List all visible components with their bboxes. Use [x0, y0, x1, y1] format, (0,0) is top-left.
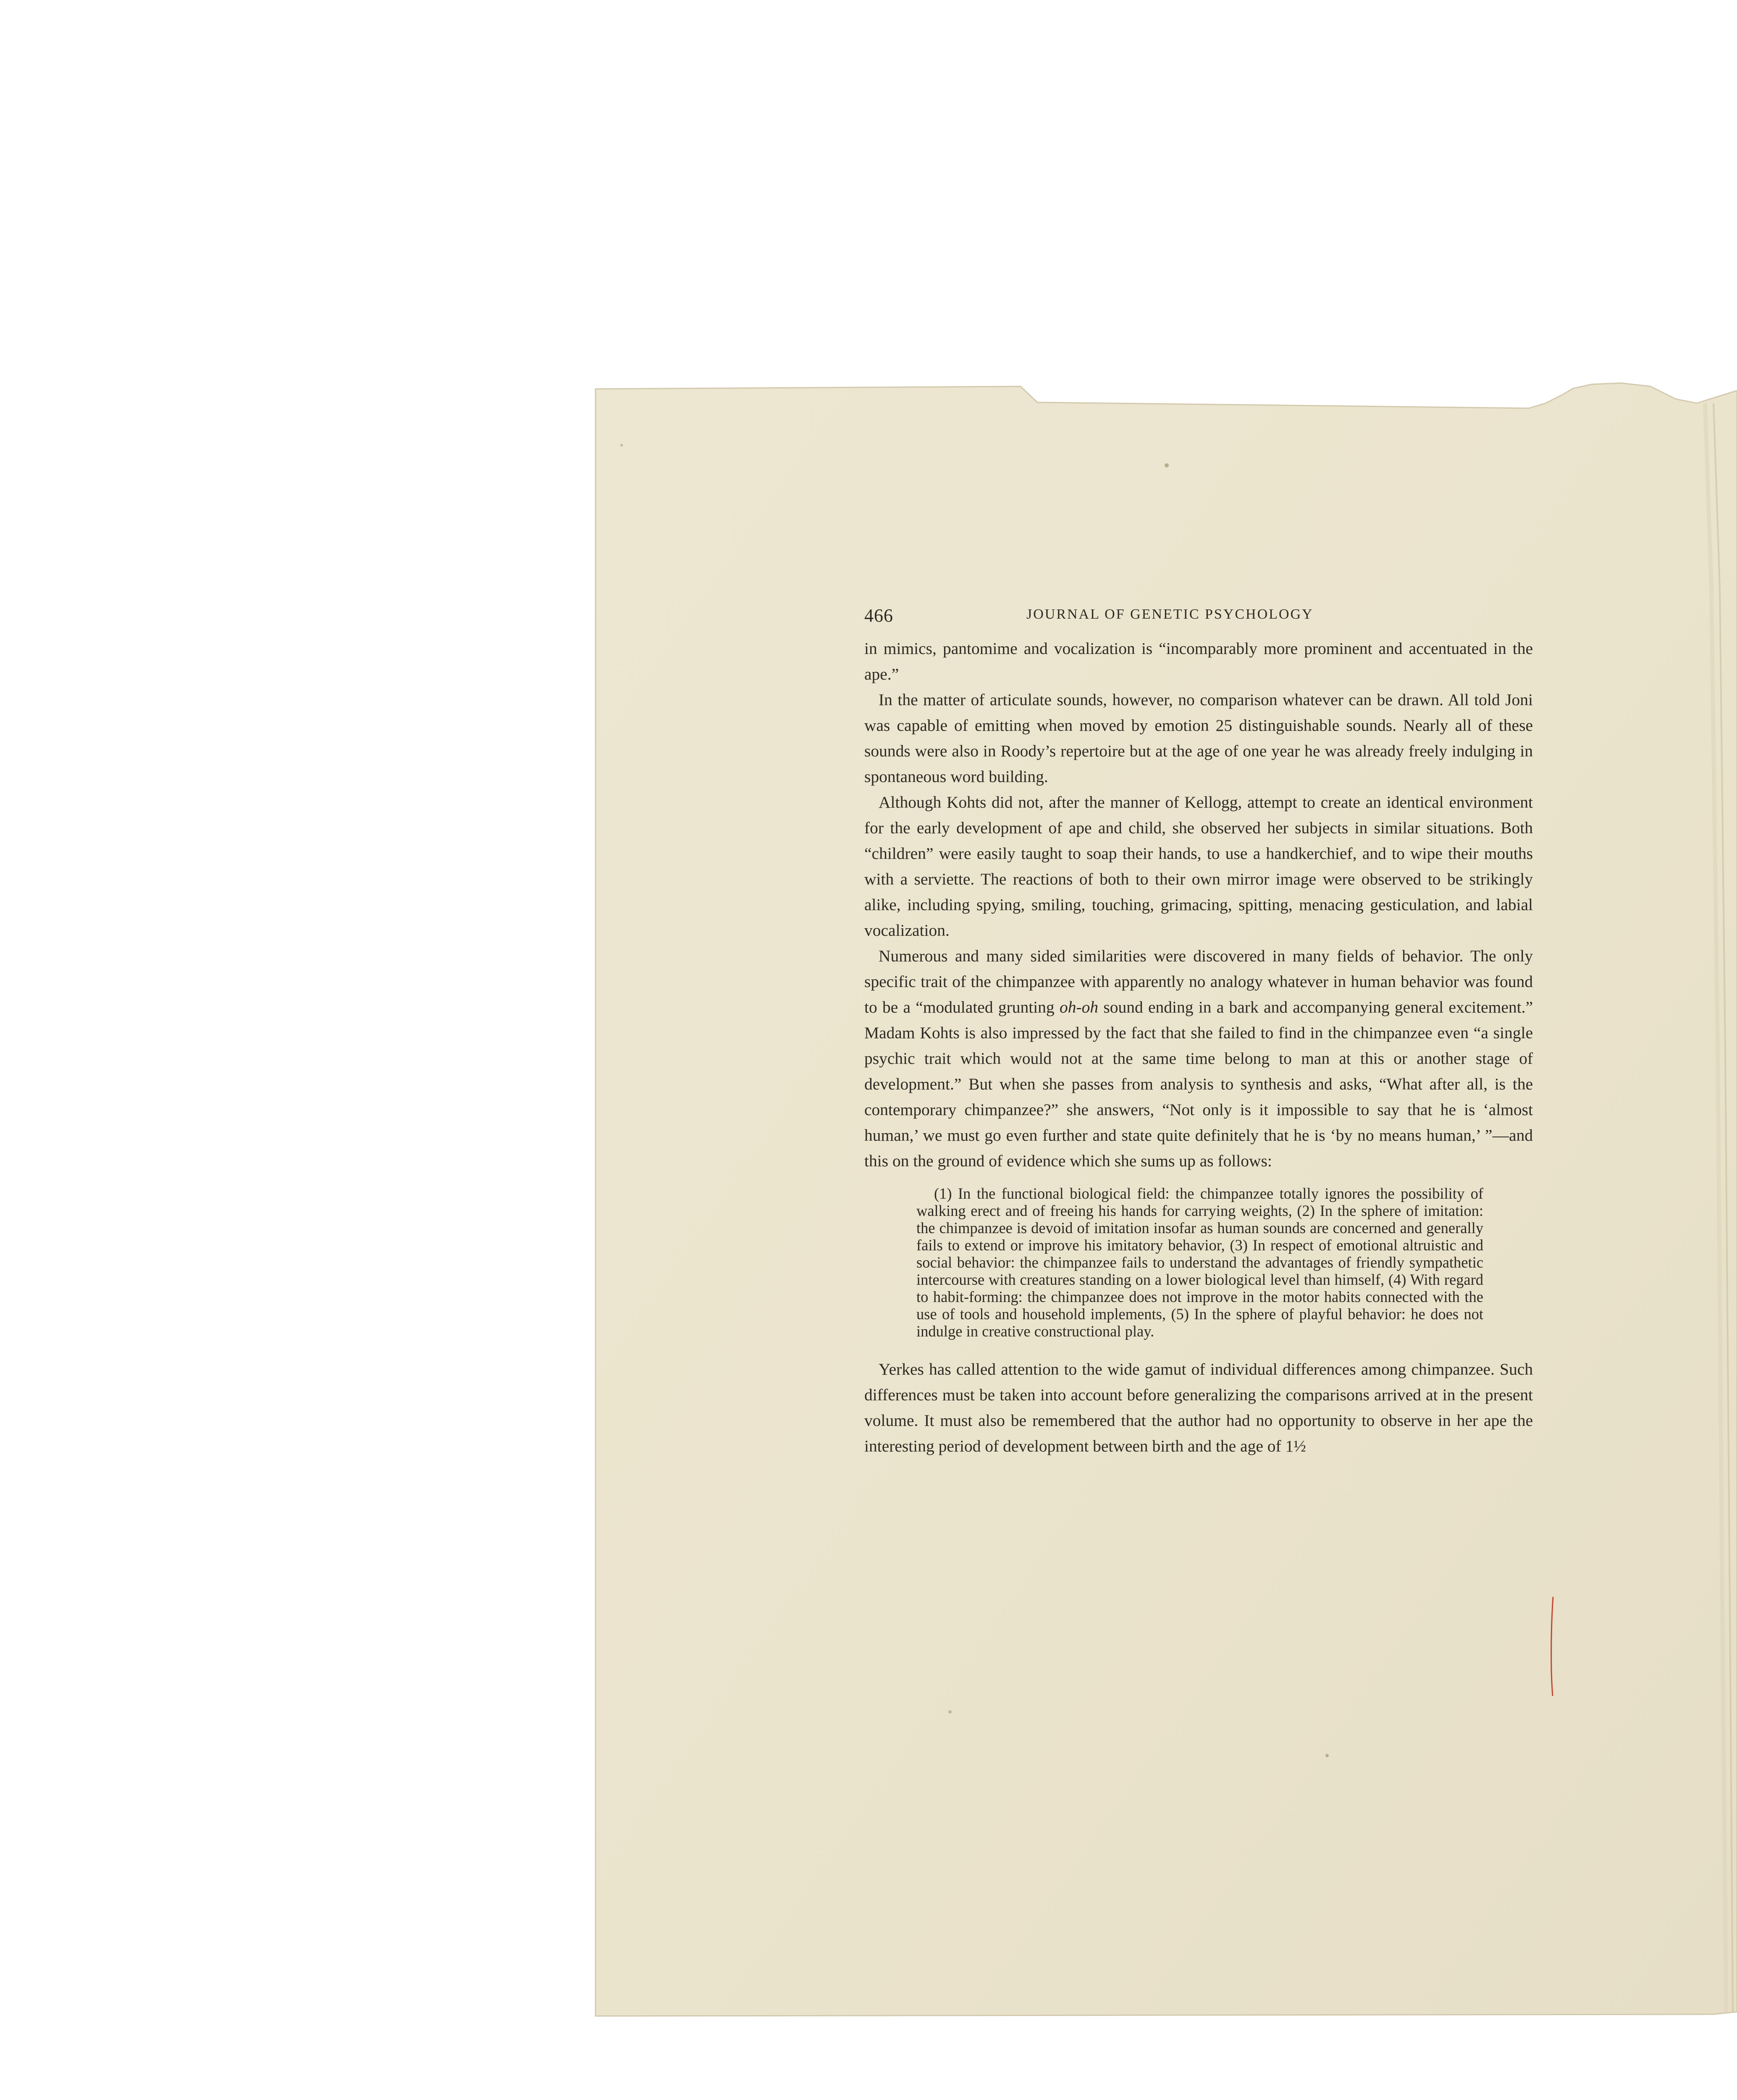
block-quote: (1) In the functional biological field: the chimpanzee totally ignores the possibility of walking erect and of freeing his hands for carrying weights, (2) In the sphere of imitation: the chimpanzee is devoid of imitation insofar as human sounds are concerned and generally fails to extend or improve his imitatory behavior, (3) In respect of emotional altruistic and social behavior: the chimpanzee fails to understand the advantages of friendly sympathetic intercourse with creatures standing on a lower biological level than himself, (4) With regard to habit-forming: the chimpanzee does not improve in the motor habits connected with the use of tools and household implements, (5) In the sphere of playful behavior: he does not indulge in creative constructional play.	[916, 1185, 1483, 1340]
paragraph-2: In the matter of articulate sounds, however, no comparison whatever can be drawn. All told Joni was capable of emitting when moved by emotion 25 distinguishable sounds. Nearly all of these sounds were also in Roody’s repertoire but at the age of one year he was already freely indulging in spontaneous word building.	[864, 690, 1533, 786]
paper-speck	[1325, 1754, 1329, 1757]
paragraph-1: in mimics, pantomime and vocalization is “incomparably more prominent and accentuated in the ape.”	[864, 639, 1533, 683]
paper-speck	[620, 444, 623, 446]
red-margin-mark	[1550, 1596, 1555, 1697]
paragraph-4-italic-term: oh-oh	[1059, 998, 1099, 1016]
running-head	[864, 605, 1533, 630]
paper-speck	[1165, 463, 1169, 467]
paragraph-3: Although Kohts did not, after the manner of Kellogg, attempt to create an identical environment for the early development of ape and child, she observed her subjects in similar situations. Both “children” were easily taught to soap their hands, to use a handkerchief, and to wipe their mouths with a serviette. The reactions of both to their own mirror image were observed to be strikingly alike, including spying, smiling, touching, grimacing, spitting, menacing gesticulation, and labial vocalization.	[864, 793, 1533, 940]
paragraph-5: Yerkes has called attention to the wide gamut of individual differences among chimpanzee. Such differences must be taken into account before generalizing the comparisons arrived at in the present volume. It must also be remembered that the author had no opportunity to observe in her ape the interesting period of development between birth and the age of 1½	[864, 1360, 1533, 1455]
paragraph-4	[864, 943, 1533, 1174]
page-number: 466	[864, 605, 893, 626]
journal-title: JOURNAL OF GENETIC PSYCHOLOGY	[1026, 606, 1314, 622]
paragraph-4-text-end: sound ending in a bark and accompanying general excitement.” Madam Kohts is also impressed by the fact that she failed to find in the chimpanzee even “a single psychic trait which would not at the same time belong to man at this or another stage of development.” But when she passes from analysis to synthesis and asks, “What after all, is the contemporary chimpanzee?” she answers, “Not only is it impossible to say that he is ‘almost human,’ we must go even further and state quite definitely that he is ‘by no means human,’ ”—and this on the ground of evidence which she sums up as follows:	[864, 998, 1533, 1170]
page-text-block	[864, 605, 1533, 1459]
paper-speck	[948, 1710, 952, 1714]
paragraph-4-text-start: Numerous and many sided similarities were discovered in many fields of behavior. The only specific trait of the chimpanzee with apparently no analogy whatever in human behavior was found to be a “modulated grunting	[864, 947, 1533, 1016]
